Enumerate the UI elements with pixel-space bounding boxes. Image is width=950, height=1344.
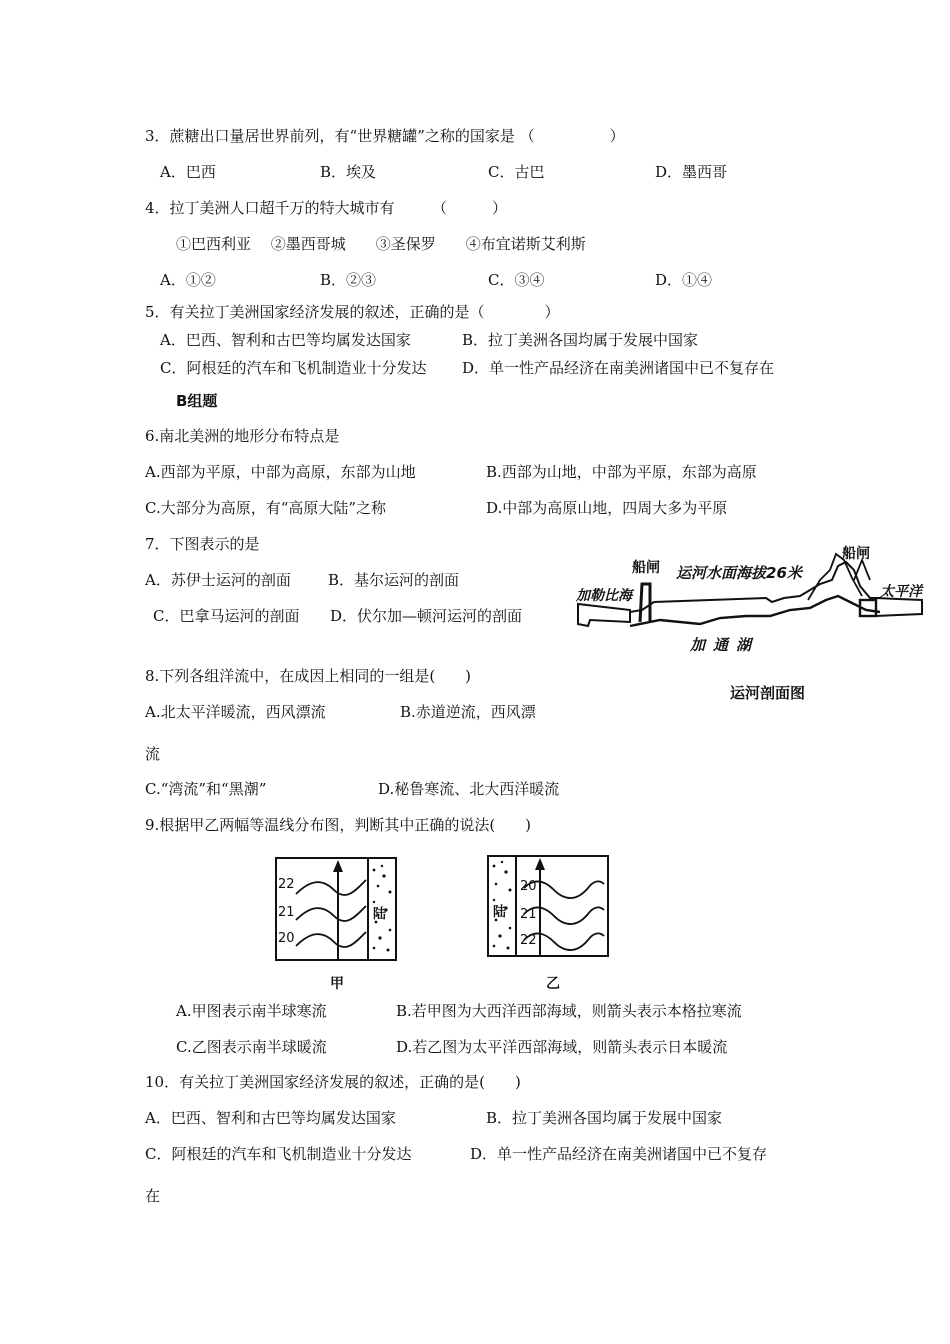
- yi-land-label: 陆: [493, 905, 507, 920]
- q9-option-d: D.若乙图为太平洋西部海域，则箭头表示日本暖流: [396, 1038, 728, 1056]
- yi-label-1: 20: [520, 879, 537, 894]
- q6-option-a: A.西部为平原，中部为高原，东部为山地: [145, 463, 416, 481]
- q4-option-a: A．①②: [160, 271, 216, 289]
- jia-label-2: 21: [278, 905, 295, 920]
- jia-caption: 甲: [330, 976, 344, 992]
- q5-stem: 5．有关拉丁美洲国家经济发展的叙述，正确的是（ ）: [145, 303, 560, 321]
- q8-option-c: C.“湾流”和“黑潮”: [145, 780, 267, 798]
- q7-option-b: B．基尔运河的剖面: [328, 571, 460, 589]
- canal-label-top: 运河水面海拔26米: [676, 564, 802, 582]
- q4-option-b: B．②③: [320, 271, 377, 289]
- q9-option-a: A.甲图表示南半球寒流: [176, 1002, 327, 1020]
- q4-option-d: D．①④: [655, 271, 713, 289]
- q7-option-c: C．巴拿马运河的剖面: [153, 607, 300, 625]
- q8-stem: 8.下列各组洋流中，在成因上相同的一组是( ): [145, 667, 472, 685]
- q3-stem: 3．蔗糖出口量居世界前列，有“世界糖罐”之称的国家是 （ ）: [145, 127, 625, 145]
- q8-option-d: D.秘鲁寒流、北大西洋暖流: [378, 780, 560, 798]
- q8-option-b: B.赤道逆流，西风漂: [400, 703, 536, 721]
- q10-option-c: C．阿根廷的汽车和飞机制造业十分发达: [145, 1145, 412, 1163]
- yi-arrow-head: [535, 858, 545, 870]
- q6-option-b: B.西部为山地，中部为平原，东部为高原: [486, 463, 757, 481]
- q4-stem: 4．拉丁美洲人口超千万的特大城市有 （ ）: [145, 199, 508, 217]
- yi-label-2: 21: [520, 907, 537, 922]
- isotherm-figure-jia: [270, 850, 410, 1000]
- jia-isotherm-3: [296, 932, 366, 947]
- canal-label-left-sea: 加勒比海: [576, 588, 632, 604]
- q4-option-c: C．③④: [488, 271, 545, 289]
- q10-option-d-continued: 在: [145, 1187, 161, 1205]
- q7-stem: 7．下图表示的是: [145, 535, 260, 553]
- canal-label-lake: 加通湖: [690, 636, 760, 654]
- q10-option-a: A．巴西、智利和古巴等均属发达国家: [145, 1109, 396, 1127]
- q3-option-d: D．墨西哥: [655, 163, 728, 181]
- q3-option-c: C．古巴: [488, 163, 545, 181]
- q6-option-d: D.中部为高原山地，四周大多为平原: [486, 499, 728, 517]
- q3-option-a: A．巴西: [160, 163, 216, 181]
- q10-stem: 10．有关拉丁美洲国家经济发展的叙述，正确的是( ): [145, 1073, 521, 1091]
- q6-stem: 6.南北美洲的地形分布特点是: [145, 427, 340, 445]
- jia-land-label: 陆: [373, 907, 387, 922]
- q5-option-d: D．单一性产品经济在南美洲诸国中已不复存在: [462, 359, 775, 377]
- q8-option-a: A.北太平洋暖流，西风漂流: [145, 703, 326, 721]
- q5-option-b: B．拉丁美洲各国均属于发展中国家: [462, 331, 699, 349]
- q5-option-a: A．巴西、智利和古巴等均属发达国家: [160, 331, 411, 349]
- q10-option-d: D．单一性产品经济在南美洲诸国中已不复存: [470, 1145, 768, 1163]
- q9-option-b: B.若甲图为大西洋西部海域，则箭头表示本格拉寒流: [396, 1002, 742, 1020]
- canal-caption: 运河剖面图: [730, 684, 806, 702]
- canal-label-left-lock: 船闸: [632, 560, 660, 576]
- jia-label-3: 20: [278, 931, 295, 946]
- jia-isotherm-1: [296, 880, 366, 895]
- canal-right-shore: [876, 598, 922, 616]
- canal-label-right-sea: 太平洋: [880, 584, 922, 600]
- q5-option-c: C．阿根廷的汽车和飞机制造业十分发达: [160, 359, 427, 377]
- yi-label-3: 22: [520, 933, 537, 948]
- yi-caption: 乙: [546, 976, 560, 992]
- q9-option-c: C.乙图表示南半球暖流: [176, 1038, 327, 1056]
- q7-option-a: A．苏伊士运河的剖面: [145, 571, 291, 589]
- q9-stem: 9.根据甲乙两幅等温线分布图，判断其中正确的说法( ): [145, 816, 532, 834]
- q6-option-c: C.大部分为高原，有“高原大陆”之称: [145, 499, 387, 517]
- q3-option-b: B．埃及: [320, 163, 377, 181]
- canal-left-shore: [578, 604, 630, 626]
- q7-option-d: D．伏尔加—顿河运河的剖面: [330, 607, 523, 625]
- q4-items: ①巴西利亚 ②墨西哥城 ③圣保罗 ④布宜诺斯艾利斯: [176, 235, 586, 253]
- canal-left-lock: [640, 584, 650, 622]
- q8-option-b-continued: 流: [145, 745, 161, 763]
- canal-bottom-profile: [630, 596, 880, 626]
- section-b-heading: B组题: [176, 392, 218, 410]
- isotherm-figure-yi: [482, 850, 622, 1000]
- canal-profile-figure: [570, 540, 940, 710]
- jia-arrow-head: [333, 860, 343, 872]
- canal-label-right-lock: 船闸: [842, 546, 870, 562]
- jia-label-1: 22: [278, 877, 295, 892]
- q10-option-b: B．拉丁美洲各国均属于发展中国家: [486, 1109, 723, 1127]
- jia-isotherm-2: [296, 906, 366, 921]
